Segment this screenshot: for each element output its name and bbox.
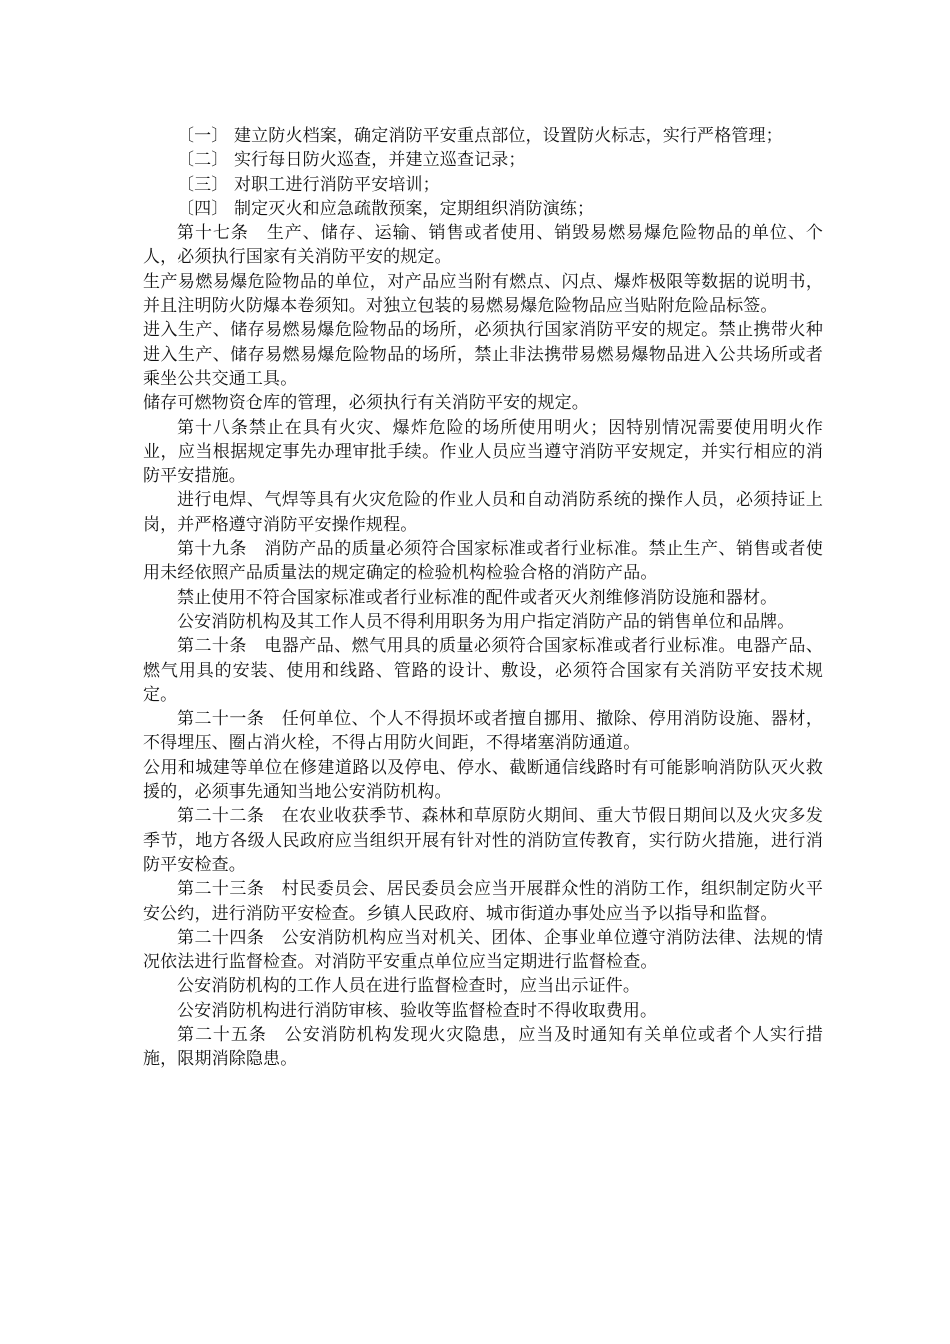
paragraph: 公安消防机构及其工作人员不得利用职务为用户指定消防产品的销售单位和品牌。 — [177, 611, 795, 632]
paragraph: 公用和城建等单位在修建道路以及停电、停水、截断通信线路时有可能影响消防队灭火救援的，必须事先通知当地公安消防机构。 — [143, 757, 823, 803]
paragraph: 进入生产、储存易燃易爆危险物品的场所，必须执行国家消防平安的规定。禁止携带火种进入生产、储存易燃易爆危险物品的场所，禁止非法携带易燃易爆物品进入公共场所或者乘坐公共交通工具。 — [143, 320, 823, 389]
paragraph: 储存可燃物资仓库的管理，必须执行有关消防平安的规定。 — [143, 393, 589, 414]
paragraph: 第二十二条 在农业收获季节、森林和草原防火期间、重大节假日期间以及火灾多发季节，地方各级人民政府应当组织开展有针对性的消防宣传教育，实行防火措施，进行消防平安检查。 — [143, 806, 823, 875]
paragraph: 进行电焊、气焊等具有火灾危险的作业人员和自动消防系统的操作人员，必须持证上岗，并严格遵守消防平安操作规程。 — [143, 490, 823, 535]
paragraph: 第二十四条 公安消防机构应当对机关、团体、企事业单位遵守消防法律、法规的情况依法进行监督检查。对消防平安重点单位应当定期进行监督检查。 — [143, 927, 823, 973]
paragraph: 〔四〕 制定灭火和应急疏散预案，定期组织消防演练； — [177, 198, 595, 219]
paragraph: 公安消防机构进行消防审核、验收等监督检查时不得收取费用。 — [177, 1000, 658, 1021]
paragraph: 第二十三条 村民委员会、居民委员会应当开展群众性的消防工作，组织制定防火平安公约，进行消防平安检查。乡镇人民政府、城市街道办事处应当予以指导和监督。 — [143, 879, 823, 924]
paragraph: 〔三〕 对职工进行消防平安培训； — [177, 174, 440, 195]
paragraph: 禁止使用不符合国家标准或者行业标准的配件或者灭火剂维修消防设施和器材。 — [177, 587, 778, 608]
paragraph: 第十九条 消防产品的质量必须符合国家标准或者行业标准。禁止生产、销售或者使用未经依照产品质量法的规定确定的检验机构检验合格的消防产品。 — [143, 539, 823, 584]
paragraph: 〔二〕 实行每日防火巡查，并建立巡查记录； — [177, 150, 526, 171]
paragraph: 第二十条 电器产品、燃气用具的质量必须符合国家标准或者行业标准。电器产品、燃气用具的安装、使用和线路、管路的设计、敷设，必须符合国家有关消防平安技术规定。 — [143, 636, 823, 705]
document-body — [143, 124, 823, 1072]
paragraph: 生产易燃易爆危险物品的单位，对产品应当附有燃点、闪点、爆炸极限等数据的说明书，并且注明防火防爆本卷须知。对独立包装的易燃易爆危险物品应当贴附危险品标签。 — [143, 271, 823, 317]
paragraph: 公安消防机构的工作人员在进行监督检查时，应当出示证件。 — [177, 976, 641, 997]
paragraph: 第十八条禁止在具有火灾、爆炸危险的场所使用明火；因特别情况需要使用明火作业，应当根据规定事先办理审批手续。作业人员应当遵守消防平安规定，并实行相应的消防平安措施。 — [143, 417, 823, 487]
paragraph: 〔一〕 建立防火档案，确定消防平安重点部位，设置防火标志，实行严格管理； — [177, 126, 783, 146]
paragraph: 第十七条 生产、储存、运输、销售或者使用、销毁易燃易爆危险物品的单位、个人，必须执行国家有关消防平安的规定。 — [143, 223, 823, 268]
paragraph: 第二十五条 公安消防机构发现火灾隐患，应当及时通知有关单位或者个人实行措施，限期消除隐患。 — [143, 1024, 823, 1070]
paragraph: 第二十一条 任何单位、个人不得损坏或者擅自挪用、撤除、停用消防设施、器材，不得埋压、圈占消火栓，不得占用防火间距，不得堵塞消防通道。 — [143, 709, 823, 754]
